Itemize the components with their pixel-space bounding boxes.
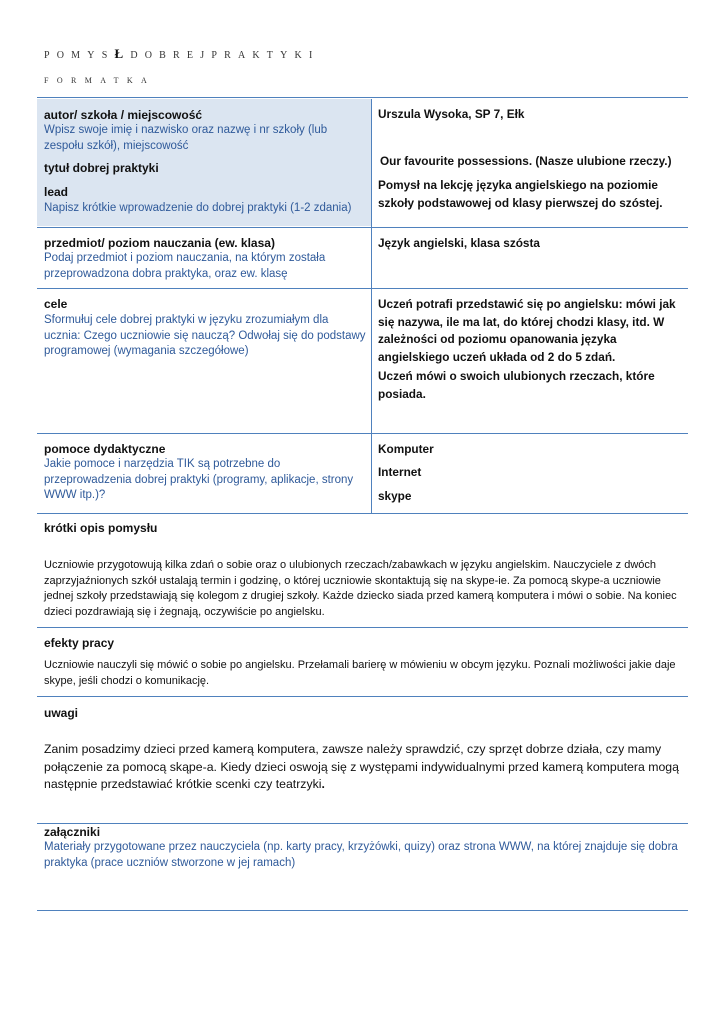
lead-hint: Napisz krótkie wprowadzenie do dobrej praktyki (1-2 zdania): [44, 202, 352, 214]
lead-label: lead: [44, 185, 69, 199]
row-divider: [37, 696, 688, 697]
effects-text: Uczniowie nauczyli się mówić o sobie po angielsku. Przełamali barierę w mówieniu w obcym języku. Poznali możliwości jakie daje skype, jeśli chodzi o komunikację.: [44, 659, 676, 687]
remarks-label: uwagi: [44, 706, 79, 720]
lead-value: Pomysł na lekcję języka angielskiego na poziomie szkoły podstawowej od klasy pierwszej do szóstej.: [378, 178, 663, 210]
effects-label: efekty pracy: [44, 636, 115, 650]
attachments-hint: Materiały przygotowane przez nauczyciela (np. karty pracy, krzyżówki, quizy) oraz strona WWW, na której znajduje się dobra praktyka (prace uczniów stworzone w jej ramach): [44, 841, 678, 869]
row-divider: [37, 433, 688, 434]
row-divider: [37, 227, 688, 228]
row-divider: [37, 823, 688, 824]
aids-item: Komputer: [378, 442, 434, 456]
column-divider: [371, 99, 372, 513]
goals-value-2: Uczeń mówi o swoich ulubionych rzeczach, które posiada.: [378, 369, 655, 401]
table-border-top: [37, 97, 688, 98]
aids-item: Internet: [378, 465, 422, 479]
title-label: tytuł dobrej praktyki: [44, 161, 159, 175]
aids-hint: Jakie pomoce i narzędzia TIK są potrzebne do przeprowadzenia dobrej praktyki (programy, aplikacje, strony WWW itp.)?: [44, 458, 354, 501]
description-label: krótki opis pomysłu: [44, 521, 158, 535]
row-divider: [37, 627, 688, 628]
row-divider: [37, 513, 688, 514]
attachments-label: załączniki: [44, 825, 101, 839]
author-label: autor/ szkoła / miejscowość: [44, 108, 203, 122]
subject-label: przedmiot/ poziom nauczania (ew. klasa): [44, 236, 275, 250]
remarks-text: Zanim posadzimy dzieci przed kamerą komputera, zawsze należy sprawdzić, czy sprzęt dobrze działa, czy mamy połączenie za pomocą skąpe-a. Kiedy dzieci oswoją się z występami indywidualnymi przed kamerą komputera mogą następnie przedstawiać krótkie scenki czy teatrzyki.: [44, 742, 679, 791]
document-subtitle: FORMATKA: [44, 76, 156, 85]
goals-label: cele: [44, 297, 68, 311]
goals-hint: Sformułuj cele dobrej praktyki w języku zrozumiałym dla ucznia: Czego uczniowie się nauczą? Odwołaj się do podstawy programowej (wymagania szczegółowe): [44, 314, 366, 357]
aids-item: skype: [378, 489, 412, 503]
row-divider: [37, 288, 688, 289]
aids-label: pomoce dydaktyczne: [44, 442, 166, 456]
author-hint: Wpisz swoje imię i nazwisko oraz nazwę i nr szkoły (lub zespołu szkół), miejscowość: [44, 124, 328, 152]
subject-value: Język angielski, klasa szósta: [378, 236, 540, 250]
author-value: Urszula Wysoka, SP 7, Ełk: [378, 107, 525, 121]
goals-value-1: Uczeń potrafi przedstawić się po angielsku: mówi jak się nazywa, ile ma lat, do której chodzi klasy, itd. W zależności od poziomu opanowania języka angielskiego uczeń układa od 2 do 5 zdań.: [378, 297, 676, 364]
description-text: Uczniowie przygotowują kilka zdań o sobie oraz o ulubionych rzeczach/zabawkach w języku angielskim. Nauczyciele z dwóch zaprzyjaźnionych szkół ustalają termin i godzinę, o której uczniowie skontaktują się na skype-ie. Za pomocą skype-a uczniowie jednej szkoły przedstawiają się kolegom z drugiej szkoły. Każde dziecko siada przed kamerą komputera i mówi o sobie. Na koniec dzieci pozdrawiają się i żegnają, oczywiście po angielsku.: [44, 559, 677, 618]
subject-hint: Podaj przedmiot i poziom nauczania, na którym została przeprowadzona dobra praktyka, oraz ew. klasę: [44, 252, 326, 280]
title-value: Our favourite possessions. (Nasze ulubione rzeczy.): [380, 154, 672, 168]
document-title: POMYSŁDOBREJPRAKTYKI: [44, 46, 320, 61]
table-border-bottom: [37, 910, 688, 911]
